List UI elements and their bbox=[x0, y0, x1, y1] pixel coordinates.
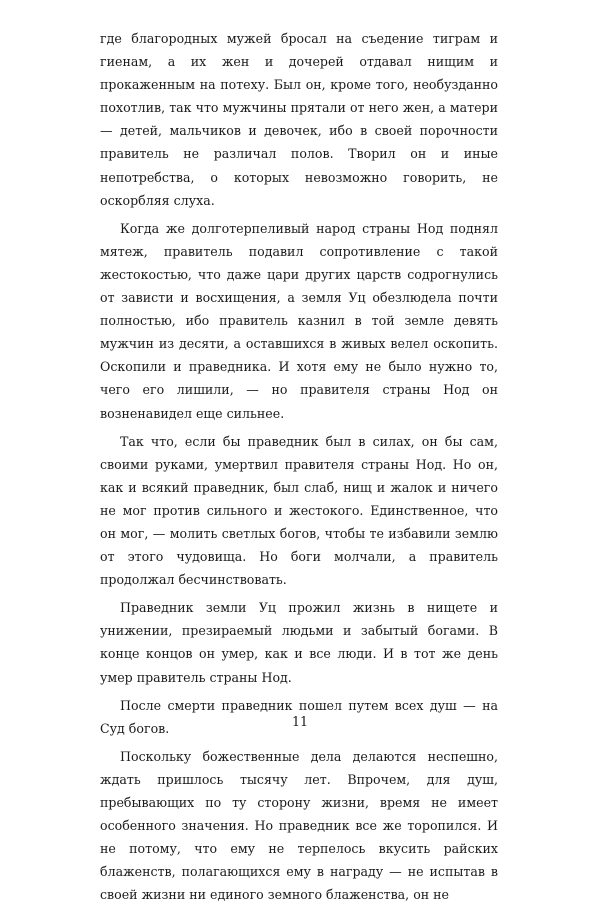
body-text bbox=[100, 27, 498, 911]
paragraph: Когда же долготерпеливый народ страны Нод поднял мятеж, правитель подавил сопротивление с такой жестокостью, что даже цари других царств содрогнулись от зависти и восхищения, а земля Уц обезлюдела почти полностью, ибо правитель казнил в той земле девять мужчин из десяти, а оставшихся в живых велел оскопить. Оскопили и праведника. И хотя ему не было нужно то, чего его лишили, — но правителя страны Нод он возненавидел еще сильнее. bbox=[100, 220, 498, 421]
paragraph: Поскольку божественные дела делаются неспешно, ждать пришлось тысячу лет. Впрочем, для душ, пребывающих по ту сторону жизни, время не имеет особенного значения. Но праведник все же торопился. И не потому, что ему не терпелось вкусить райских блаженств, полагающихся ему в награду — не испытав в своей жизни ни единого земного блаженства, он не bbox=[100, 748, 498, 903]
paragraph: где благородных мужей бросал на съедение тиграм и гиенам, а их жен и дочерей отдавал нищим и прокаженным на потеху. Был он, кроме того, необузданно похотлив, так что мужчины прятали от него жен, а матери — детей, мальчиков и девочек, ибо в своей порочности правитель не различал полов. Творил он и иные непотребства, о которых невозможно говорить, не оскорбляя слуха. bbox=[100, 31, 498, 208]
paragraph: Праведник земли Уц прожил жизнь в нищете и унижении, презираемый людьми и забытый богами. В конце концов он умер, как и все люди. И в тот же день умер правитель страны Нод. bbox=[100, 600, 498, 685]
page-number: 11 bbox=[291, 714, 309, 729]
paragraph: После смерти праведник пошел путем всех душ — на Суд богов. bbox=[100, 697, 498, 736]
paragraph: Так что, если бы праведник был в силах, он бы сам, своими руками, умертвил правителя страны Нод. Но он, как и всякий праведник, был слаб, нищ и жалок и ничего не мог против сильного и жестокого. Единственное, что он мог, — молить светлых богов, чтобы те избавили землю от этого чудовища. Но боги молчали, а правитель продолжал бесчинствовать. bbox=[100, 433, 498, 588]
